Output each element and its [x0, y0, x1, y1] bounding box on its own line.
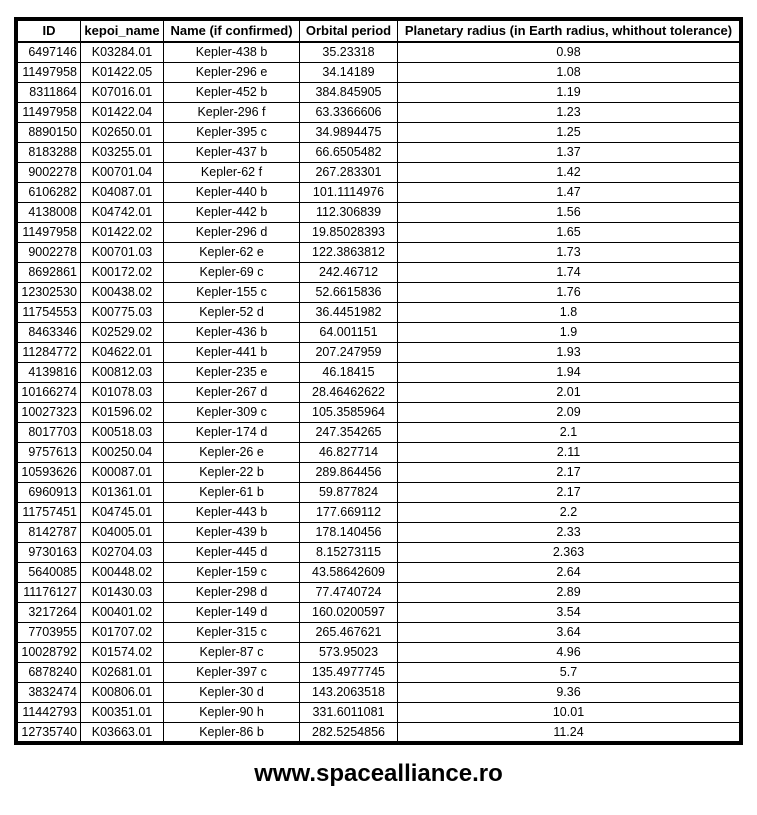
- table-row: [18, 123, 739, 143]
- cell-kepoi-name: K02529.02: [81, 323, 164, 343]
- cell-id: 10028792: [18, 643, 81, 663]
- table-row: [18, 83, 739, 103]
- cell-orbital-period: 160.0200597: [300, 603, 398, 623]
- cell-id: 11497958: [18, 63, 81, 83]
- cell-kepoi-name: K01707.02: [81, 623, 164, 643]
- cell-name: Kepler-296 d: [164, 223, 300, 243]
- cell-kepoi-name: K04742.01: [81, 203, 164, 223]
- cell-kepoi-name: K00806.01: [81, 683, 164, 703]
- table-row: [18, 363, 739, 383]
- cell-name: Kepler-235 e: [164, 363, 300, 383]
- table-row: [18, 243, 739, 263]
- cell-id: 11176127: [18, 583, 81, 603]
- cell-orbital-period: 112.306839: [300, 203, 398, 223]
- cell-name: Kepler-159 c: [164, 563, 300, 583]
- cell-orbital-period: 28.46462622: [300, 383, 398, 403]
- cell-kepoi-name: K00701.03: [81, 243, 164, 263]
- cell-planetary-radius: 1.93: [398, 343, 740, 363]
- cell-name: Kepler-296 f: [164, 103, 300, 123]
- cell-name: Kepler-61 b: [164, 483, 300, 503]
- cell-planetary-radius: 1.73: [398, 243, 740, 263]
- header-planetary-radius: Planetary radius (in Earth radius, whithout tolerance): [398, 21, 740, 42]
- cell-kepoi-name: K01078.03: [81, 383, 164, 403]
- cell-orbital-period: 52.6615836: [300, 283, 398, 303]
- table-row: [18, 623, 739, 643]
- cell-id: 12735740: [18, 723, 81, 743]
- cell-kepoi-name: K00701.04: [81, 163, 164, 183]
- cell-kepoi-name: K00775.03: [81, 303, 164, 323]
- cell-name: Kepler-440 b: [164, 183, 300, 203]
- cell-id: 11284772: [18, 343, 81, 363]
- cell-kepoi-name: K00401.02: [81, 603, 164, 623]
- cell-kepoi-name: K02650.01: [81, 123, 164, 143]
- table-row: [18, 223, 739, 243]
- cell-id: 3832474: [18, 683, 81, 703]
- cell-orbital-period: 105.3585964: [300, 403, 398, 423]
- cell-orbital-period: 34.9894475: [300, 123, 398, 143]
- cell-orbital-period: 384.845905: [300, 83, 398, 103]
- cell-orbital-period: 35.23318: [300, 42, 398, 63]
- cell-planetary-radius: 2.17: [398, 483, 740, 503]
- cell-kepoi-name: K00172.02: [81, 263, 164, 283]
- cell-orbital-period: 77.4740724: [300, 583, 398, 603]
- cell-name: Kepler-62 f: [164, 163, 300, 183]
- cell-orbital-period: 43.58642609: [300, 563, 398, 583]
- cell-planetary-radius: 5.7: [398, 663, 740, 683]
- cell-id: 10166274: [18, 383, 81, 403]
- cell-kepoi-name: K04622.01: [81, 343, 164, 363]
- cell-planetary-radius: 1.23: [398, 103, 740, 123]
- cell-planetary-radius: 11.24: [398, 723, 740, 743]
- cell-orbital-period: 247.354265: [300, 423, 398, 443]
- cell-name: Kepler-174 d: [164, 423, 300, 443]
- cell-planetary-radius: 4.96: [398, 643, 740, 663]
- site-url: www.spacealliance.ro: [254, 760, 503, 787]
- cell-planetary-radius: 2.363: [398, 543, 740, 563]
- cell-id: 11754553: [18, 303, 81, 323]
- cell-planetary-radius: 2.89: [398, 583, 740, 603]
- table-row: [18, 303, 739, 323]
- cell-planetary-radius: 1.65: [398, 223, 740, 243]
- cell-name: Kepler-439 b: [164, 523, 300, 543]
- cell-name: Kepler-30 d: [164, 683, 300, 703]
- cell-id: 10027323: [18, 403, 81, 423]
- cell-kepoi-name: K03255.01: [81, 143, 164, 163]
- table-row: [18, 203, 739, 223]
- cell-name: Kepler-62 e: [164, 243, 300, 263]
- cell-planetary-radius: 1.37: [398, 143, 740, 163]
- cell-orbital-period: 59.877824: [300, 483, 398, 503]
- cell-orbital-period: 46.827714: [300, 443, 398, 463]
- cell-kepoi-name: K01596.02: [81, 403, 164, 423]
- table-row: [18, 563, 739, 583]
- cell-orbital-period: 573.95023: [300, 643, 398, 663]
- cell-planetary-radius: 2.64: [398, 563, 740, 583]
- cell-kepoi-name: K01430.03: [81, 583, 164, 603]
- cell-planetary-radius: 0.98: [398, 42, 740, 63]
- cell-name: Kepler-437 b: [164, 143, 300, 163]
- table-row: [18, 523, 739, 543]
- cell-planetary-radius: 3.54: [398, 603, 740, 623]
- cell-name: Kepler-298 d: [164, 583, 300, 603]
- header-orbital-period: Orbital period: [300, 21, 398, 42]
- table-row: [18, 383, 739, 403]
- cell-id: 8017703: [18, 423, 81, 443]
- cell-planetary-radius: 1.25: [398, 123, 740, 143]
- cell-planetary-radius: 3.64: [398, 623, 740, 643]
- table-row: [18, 503, 739, 523]
- table-row: [18, 583, 739, 603]
- header-kepoi-name: kepoi_name: [81, 21, 164, 42]
- table-row: [18, 723, 739, 743]
- cell-name: Kepler-395 c: [164, 123, 300, 143]
- cell-kepoi-name: K02704.03: [81, 543, 164, 563]
- table-row: [18, 103, 739, 123]
- table-row: [18, 703, 739, 723]
- cell-id: 11442793: [18, 703, 81, 723]
- table-row: [18, 463, 739, 483]
- table-row: [18, 42, 739, 63]
- cell-kepoi-name: K07016.01: [81, 83, 164, 103]
- cell-name: Kepler-441 b: [164, 343, 300, 363]
- cell-planetary-radius: 1.8: [398, 303, 740, 323]
- cell-id: 8692861: [18, 263, 81, 283]
- cell-name: Kepler-443 b: [164, 503, 300, 523]
- cell-id: 9002278: [18, 163, 81, 183]
- cell-planetary-radius: 1.47: [398, 183, 740, 203]
- table-row: [18, 183, 739, 203]
- cell-id: 9730163: [18, 543, 81, 563]
- cell-orbital-period: 66.6505482: [300, 143, 398, 163]
- cell-orbital-period: 34.14189: [300, 63, 398, 83]
- cell-kepoi-name: K01574.02: [81, 643, 164, 663]
- cell-kepoi-name: K01422.02: [81, 223, 164, 243]
- cell-name: Kepler-149 d: [164, 603, 300, 623]
- cell-name: Kepler-436 b: [164, 323, 300, 343]
- table-row: [18, 683, 739, 703]
- cell-orbital-period: 8.15273115: [300, 543, 398, 563]
- cell-name: Kepler-315 c: [164, 623, 300, 643]
- cell-kepoi-name: K03663.01: [81, 723, 164, 743]
- cell-orbital-period: 267.283301: [300, 163, 398, 183]
- table-row: [18, 403, 739, 423]
- cell-planetary-radius: 1.56: [398, 203, 740, 223]
- cell-kepoi-name: K00518.03: [81, 423, 164, 443]
- cell-planetary-radius: 9.36: [398, 683, 740, 703]
- cell-orbital-period: 122.3863812: [300, 243, 398, 263]
- cell-planetary-radius: 10.01: [398, 703, 740, 723]
- cell-name: Kepler-267 d: [164, 383, 300, 403]
- cell-name: Kepler-90 h: [164, 703, 300, 723]
- cell-id: 6497146: [18, 42, 81, 63]
- cell-orbital-period: 63.3366606: [300, 103, 398, 123]
- cell-kepoi-name: K04005.01: [81, 523, 164, 543]
- cell-id: 7703955: [18, 623, 81, 643]
- cell-id: 6106282: [18, 183, 81, 203]
- header-id: ID: [18, 21, 81, 42]
- cell-orbital-period: 64.001151: [300, 323, 398, 343]
- cell-planetary-radius: 1.08: [398, 63, 740, 83]
- table-row: [18, 63, 739, 83]
- cell-name: Kepler-87 c: [164, 643, 300, 663]
- cell-planetary-radius: 1.19: [398, 83, 740, 103]
- cell-name: Kepler-86 b: [164, 723, 300, 743]
- cell-orbital-period: 177.669112: [300, 503, 398, 523]
- cell-orbital-period: 101.1114976: [300, 183, 398, 203]
- cell-id: 8183288: [18, 143, 81, 163]
- cell-orbital-period: 19.85028393: [300, 223, 398, 243]
- cell-id: 9002278: [18, 243, 81, 263]
- cell-planetary-radius: 1.74: [398, 263, 740, 283]
- table-body: [18, 42, 739, 742]
- table-row: [18, 343, 739, 363]
- header-name: Name (if confirmed): [164, 21, 300, 42]
- cell-planetary-radius: 2.09: [398, 403, 740, 423]
- cell-kepoi-name: K01422.05: [81, 63, 164, 83]
- cell-kepoi-name: K04087.01: [81, 183, 164, 203]
- cell-name: Kepler-155 c: [164, 283, 300, 303]
- cell-id: 9757613: [18, 443, 81, 463]
- planet-table: [18, 21, 739, 742]
- table-row: [18, 163, 739, 183]
- cell-planetary-radius: 2.33: [398, 523, 740, 543]
- cell-kepoi-name: K00250.04: [81, 443, 164, 463]
- cell-id: 8142787: [18, 523, 81, 543]
- cell-name: Kepler-22 b: [164, 463, 300, 483]
- cell-kepoi-name: K01422.04: [81, 103, 164, 123]
- cell-planetary-radius: 1.76: [398, 283, 740, 303]
- cell-planetary-radius: 1.9: [398, 323, 740, 343]
- cell-kepoi-name: K00087.01: [81, 463, 164, 483]
- table-row: [18, 423, 739, 443]
- cell-name: Kepler-69 c: [164, 263, 300, 283]
- cell-orbital-period: 289.864456: [300, 463, 398, 483]
- cell-orbital-period: 207.247959: [300, 343, 398, 363]
- cell-planetary-radius: 2.2: [398, 503, 740, 523]
- cell-orbital-period: 143.2063518: [300, 683, 398, 703]
- cell-id: 3217264: [18, 603, 81, 623]
- cell-kepoi-name: K02681.01: [81, 663, 164, 683]
- cell-name: Kepler-445 d: [164, 543, 300, 563]
- cell-name: Kepler-442 b: [164, 203, 300, 223]
- cell-orbital-period: 46.18415: [300, 363, 398, 383]
- cell-kepoi-name: K00448.02: [81, 563, 164, 583]
- cell-name: Kepler-52 d: [164, 303, 300, 323]
- cell-planetary-radius: 1.94: [398, 363, 740, 383]
- cell-name: Kepler-452 b: [164, 83, 300, 103]
- cell-kepoi-name: K04745.01: [81, 503, 164, 523]
- table-row: [18, 263, 739, 283]
- cell-id: 4139816: [18, 363, 81, 383]
- cell-orbital-period: 135.4977745: [300, 663, 398, 683]
- cell-planetary-radius: 2.11: [398, 443, 740, 463]
- table-row: [18, 323, 739, 343]
- table-header-row: [18, 21, 739, 42]
- table-row: [18, 603, 739, 623]
- cell-planetary-radius: 2.01: [398, 383, 740, 403]
- cell-orbital-period: 36.4451982: [300, 303, 398, 323]
- table-row: [18, 143, 739, 163]
- cell-name: Kepler-438 b: [164, 42, 300, 63]
- cell-kepoi-name: K03284.01: [81, 42, 164, 63]
- cell-id: 10593626: [18, 463, 81, 483]
- cell-kepoi-name: K00351.01: [81, 703, 164, 723]
- cell-kepoi-name: K01361.01: [81, 483, 164, 503]
- cell-id: 8311864: [18, 83, 81, 103]
- cell-orbital-period: 242.46712: [300, 263, 398, 283]
- table-row: [18, 283, 739, 303]
- table-row: [18, 643, 739, 663]
- table-row: [18, 443, 739, 463]
- table-row: [18, 663, 739, 683]
- cell-id: 4138008: [18, 203, 81, 223]
- cell-id: 8463346: [18, 323, 81, 343]
- cell-id: 6878240: [18, 663, 81, 683]
- cell-orbital-period: 265.467621: [300, 623, 398, 643]
- cell-id: 11497958: [18, 103, 81, 123]
- planet-table-frame: [14, 17, 743, 745]
- cell-id: 12302530: [18, 283, 81, 303]
- cell-name: Kepler-26 e: [164, 443, 300, 463]
- cell-orbital-period: 178.140456: [300, 523, 398, 543]
- cell-planetary-radius: 1.42: [398, 163, 740, 183]
- cell-orbital-period: 282.5254856: [300, 723, 398, 743]
- table-row: [18, 483, 739, 503]
- cell-id: 5640085: [18, 563, 81, 583]
- cell-id: 11757451: [18, 503, 81, 523]
- cell-id: 6960913: [18, 483, 81, 503]
- cell-name: Kepler-309 c: [164, 403, 300, 423]
- cell-kepoi-name: K00812.03: [81, 363, 164, 383]
- cell-planetary-radius: 2.1: [398, 423, 740, 443]
- cell-orbital-period: 331.6011081: [300, 703, 398, 723]
- table-row: [18, 543, 739, 563]
- cell-id: 8890150: [18, 123, 81, 143]
- cell-name: Kepler-296 e: [164, 63, 300, 83]
- cell-planetary-radius: 2.17: [398, 463, 740, 483]
- cell-kepoi-name: K00438.02: [81, 283, 164, 303]
- cell-id: 11497958: [18, 223, 81, 243]
- cell-name: Kepler-397 c: [164, 663, 300, 683]
